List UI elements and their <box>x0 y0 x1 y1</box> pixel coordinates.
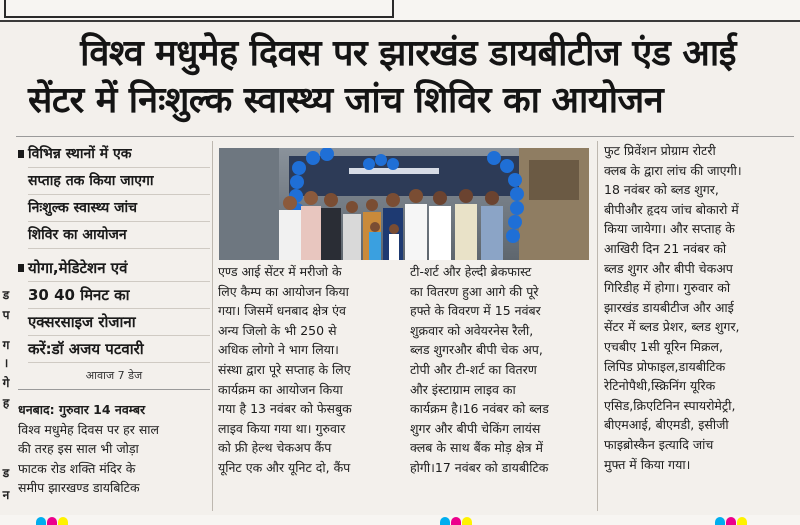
article-line: लिपिड प्रोफाइल,डायबीटिक <box>604 358 726 374</box>
article-column-2 <box>218 262 410 478</box>
gutter-glyph: । <box>3 356 9 370</box>
registration-mark <box>47 517 57 525</box>
event-photo <box>219 148 589 260</box>
registration-mark <box>737 517 747 525</box>
article-line: हफ्ते के विवरण में 15 नवंबर <box>410 303 541 319</box>
gutter-glyph: ग <box>2 338 10 352</box>
article-line: टी-शर्ट और हेल्दी ब्रेकफास्ट <box>410 264 532 279</box>
subhead-text <box>18 255 210 363</box>
article-line: फाइब्रोस्कैन इत्यादि जांच <box>604 436 714 452</box>
article-line: विश्व मधुमेह दिवस पर हर साल <box>18 421 159 437</box>
registration-mark <box>440 517 450 525</box>
article-line: झारखंड डायबीटीज और आई <box>604 299 734 315</box>
photo-illustration <box>219 148 589 260</box>
previous-article-frame <box>4 0 394 18</box>
headline-rule <box>16 136 794 137</box>
registration-mark <box>726 517 736 525</box>
adjacent-article-fragment <box>0 24 12 524</box>
article-line: अन्य जिलो के भी 250 से <box>218 322 337 338</box>
article-line: आखिरी दिन 21 नवंबर को <box>604 240 727 256</box>
article-line: एण्ड आई सेंटर में मरीजो के <box>218 264 342 279</box>
article-line: लाइव किया गया था। गुरुवार <box>218 420 346 436</box>
article-line: शुक्रवार को अवेयरनेस रैली, <box>410 322 534 338</box>
gutter-glyph: न <box>2 488 10 502</box>
subhead-line: 30 40 मिनट का <box>28 282 210 309</box>
registration-mark <box>58 517 68 525</box>
article-line: ब्लड शुगर और बीपी चेकअप <box>604 260 733 276</box>
bullet-marker <box>18 264 24 272</box>
gutter-glyph: ह <box>2 396 10 410</box>
registration-mark <box>715 517 725 525</box>
article-line: गिरिडीह में होगा। गुरुवार को <box>604 280 731 296</box>
registration-mark <box>36 517 46 525</box>
article-line: कार्यक्रम का आयोजन किया <box>218 381 343 397</box>
article-line: गया है 13 नवंबर को फेसबुक <box>218 401 352 417</box>
gutter-glyph: प <box>2 308 10 322</box>
article-line: लिए कैम्प का आयोजन किया <box>218 283 349 299</box>
article-line: फुट प्रिवेंशन प्रोग्राम रोटरी <box>604 143 716 158</box>
bullet-marker <box>18 150 24 158</box>
registration-mark <box>462 517 472 525</box>
article-line: कार्यक्रम है।16 नवंबर को ब्लड <box>410 401 549 417</box>
people-group <box>279 189 503 260</box>
article-line: रेटिनोपैथी,स्क्रिनिंग यूरिक <box>604 378 716 394</box>
article-line: एसिड,क्रिएटिनिन स्पायरोमेट्री, <box>604 397 736 413</box>
article-line: संस्था द्वारा पूरे सप्ताह के लिए <box>218 361 351 377</box>
gutter-glyph: ड <box>2 288 10 302</box>
subhead-1 <box>18 141 210 249</box>
bottom-margin <box>0 515 800 525</box>
subhead-line: एक्सरसाइज रोजाना <box>28 309 210 336</box>
article-line: अधिक लोगो ने भाग लिया। <box>218 342 339 358</box>
subhead-line: निःशुल्क स्वास्थ्य जांच <box>28 195 210 222</box>
article-column-4 <box>604 141 792 474</box>
article-line: क्लब के साथ बैंक मोड़ क्षेत्र में <box>410 440 544 456</box>
article-line: समीप झारखण्ड डायबिटिक <box>18 480 140 496</box>
subhead-line: योगा,मेडिटेशन एवं <box>28 255 210 282</box>
subhead-2 <box>18 255 210 363</box>
article-line: बीपीऔर हृदय जांच बोकारो में <box>604 201 739 217</box>
article-line: मुफ्त में किया गया। <box>604 456 691 472</box>
article-line: और इंस्टाग्राम लाइव का <box>410 381 516 397</box>
headline <box>22 30 794 128</box>
article-line: 18 नवंबर को ब्लड शुगर, <box>604 182 719 198</box>
article-line: शुगर और बीपी चेकिंग लायंस <box>410 420 541 436</box>
headline-line-2: सेंटर में निःशुल्क स्वास्थ्य जांच शिविर का आयोजन <box>28 80 664 121</box>
article-line: का वितरण हुआ आगे की पूरे <box>410 283 539 299</box>
subhead-text <box>18 141 210 249</box>
subhead-column <box>18 141 210 390</box>
registration-mark <box>451 517 461 525</box>
subhead-line: विभिन्न स्थानों में एक <box>28 141 210 168</box>
article-line: फाटक रोड शक्ति मंदिर के <box>18 460 136 476</box>
gutter-glyph: ड <box>2 466 10 480</box>
article-line: गया। जिसमें धनबाद क्षेत्र एंव <box>218 303 346 319</box>
article-line: ब्लड शुगरऔर बीपी चेक अप, <box>410 342 543 358</box>
article-line: एचबीए 1सी यूरिन मिक्रल, <box>604 338 723 354</box>
article-line: होगी।17 नवंबर को डायबीटिक <box>410 459 549 475</box>
article-column-1 <box>18 400 210 498</box>
column-divider <box>212 141 213 511</box>
top-rule <box>0 20 800 22</box>
subhead-line: करें:डॉ अजय पटवारी <box>28 336 210 363</box>
article-line: क्लब के द्वारा लांच की जाएगी। <box>604 162 742 178</box>
subhead-line: सप्ताह तक किया जाएगा <box>28 168 210 195</box>
subhead-line: शिविर का आयोजन <box>28 222 210 249</box>
headline-line-1: विश्व मधुमेह दिवस पर झारखंड डायबीटीज एंड आई <box>80 33 736 74</box>
article-line: टोपी और टी-शर्ट का वितरण <box>410 361 537 377</box>
article-line: धनबाद: गुरुवार 14 नवम्बर <box>18 402 146 417</box>
article-column-3 <box>410 262 602 478</box>
article-line: सेंटर में ब्लड प्रेशर, ब्लड शुगर, <box>604 319 740 335</box>
article-line: की तरह इस साल भी जोड़ा <box>18 441 139 457</box>
article-line: बीएमआई, बीएमडी, इसीजी <box>604 417 729 433</box>
byline-rule <box>18 389 210 390</box>
article-line: किया जायेगा। और सप्ताह के <box>604 221 735 237</box>
article-line: को फ्री हेल्थ चेकअप कैंप <box>218 440 332 456</box>
article-line: यूनिट एक और यूनिट दो, कैंप <box>218 459 351 475</box>
gutter-glyph: गे <box>2 376 10 390</box>
byline: आवाज 7 डेज <box>85 369 143 382</box>
